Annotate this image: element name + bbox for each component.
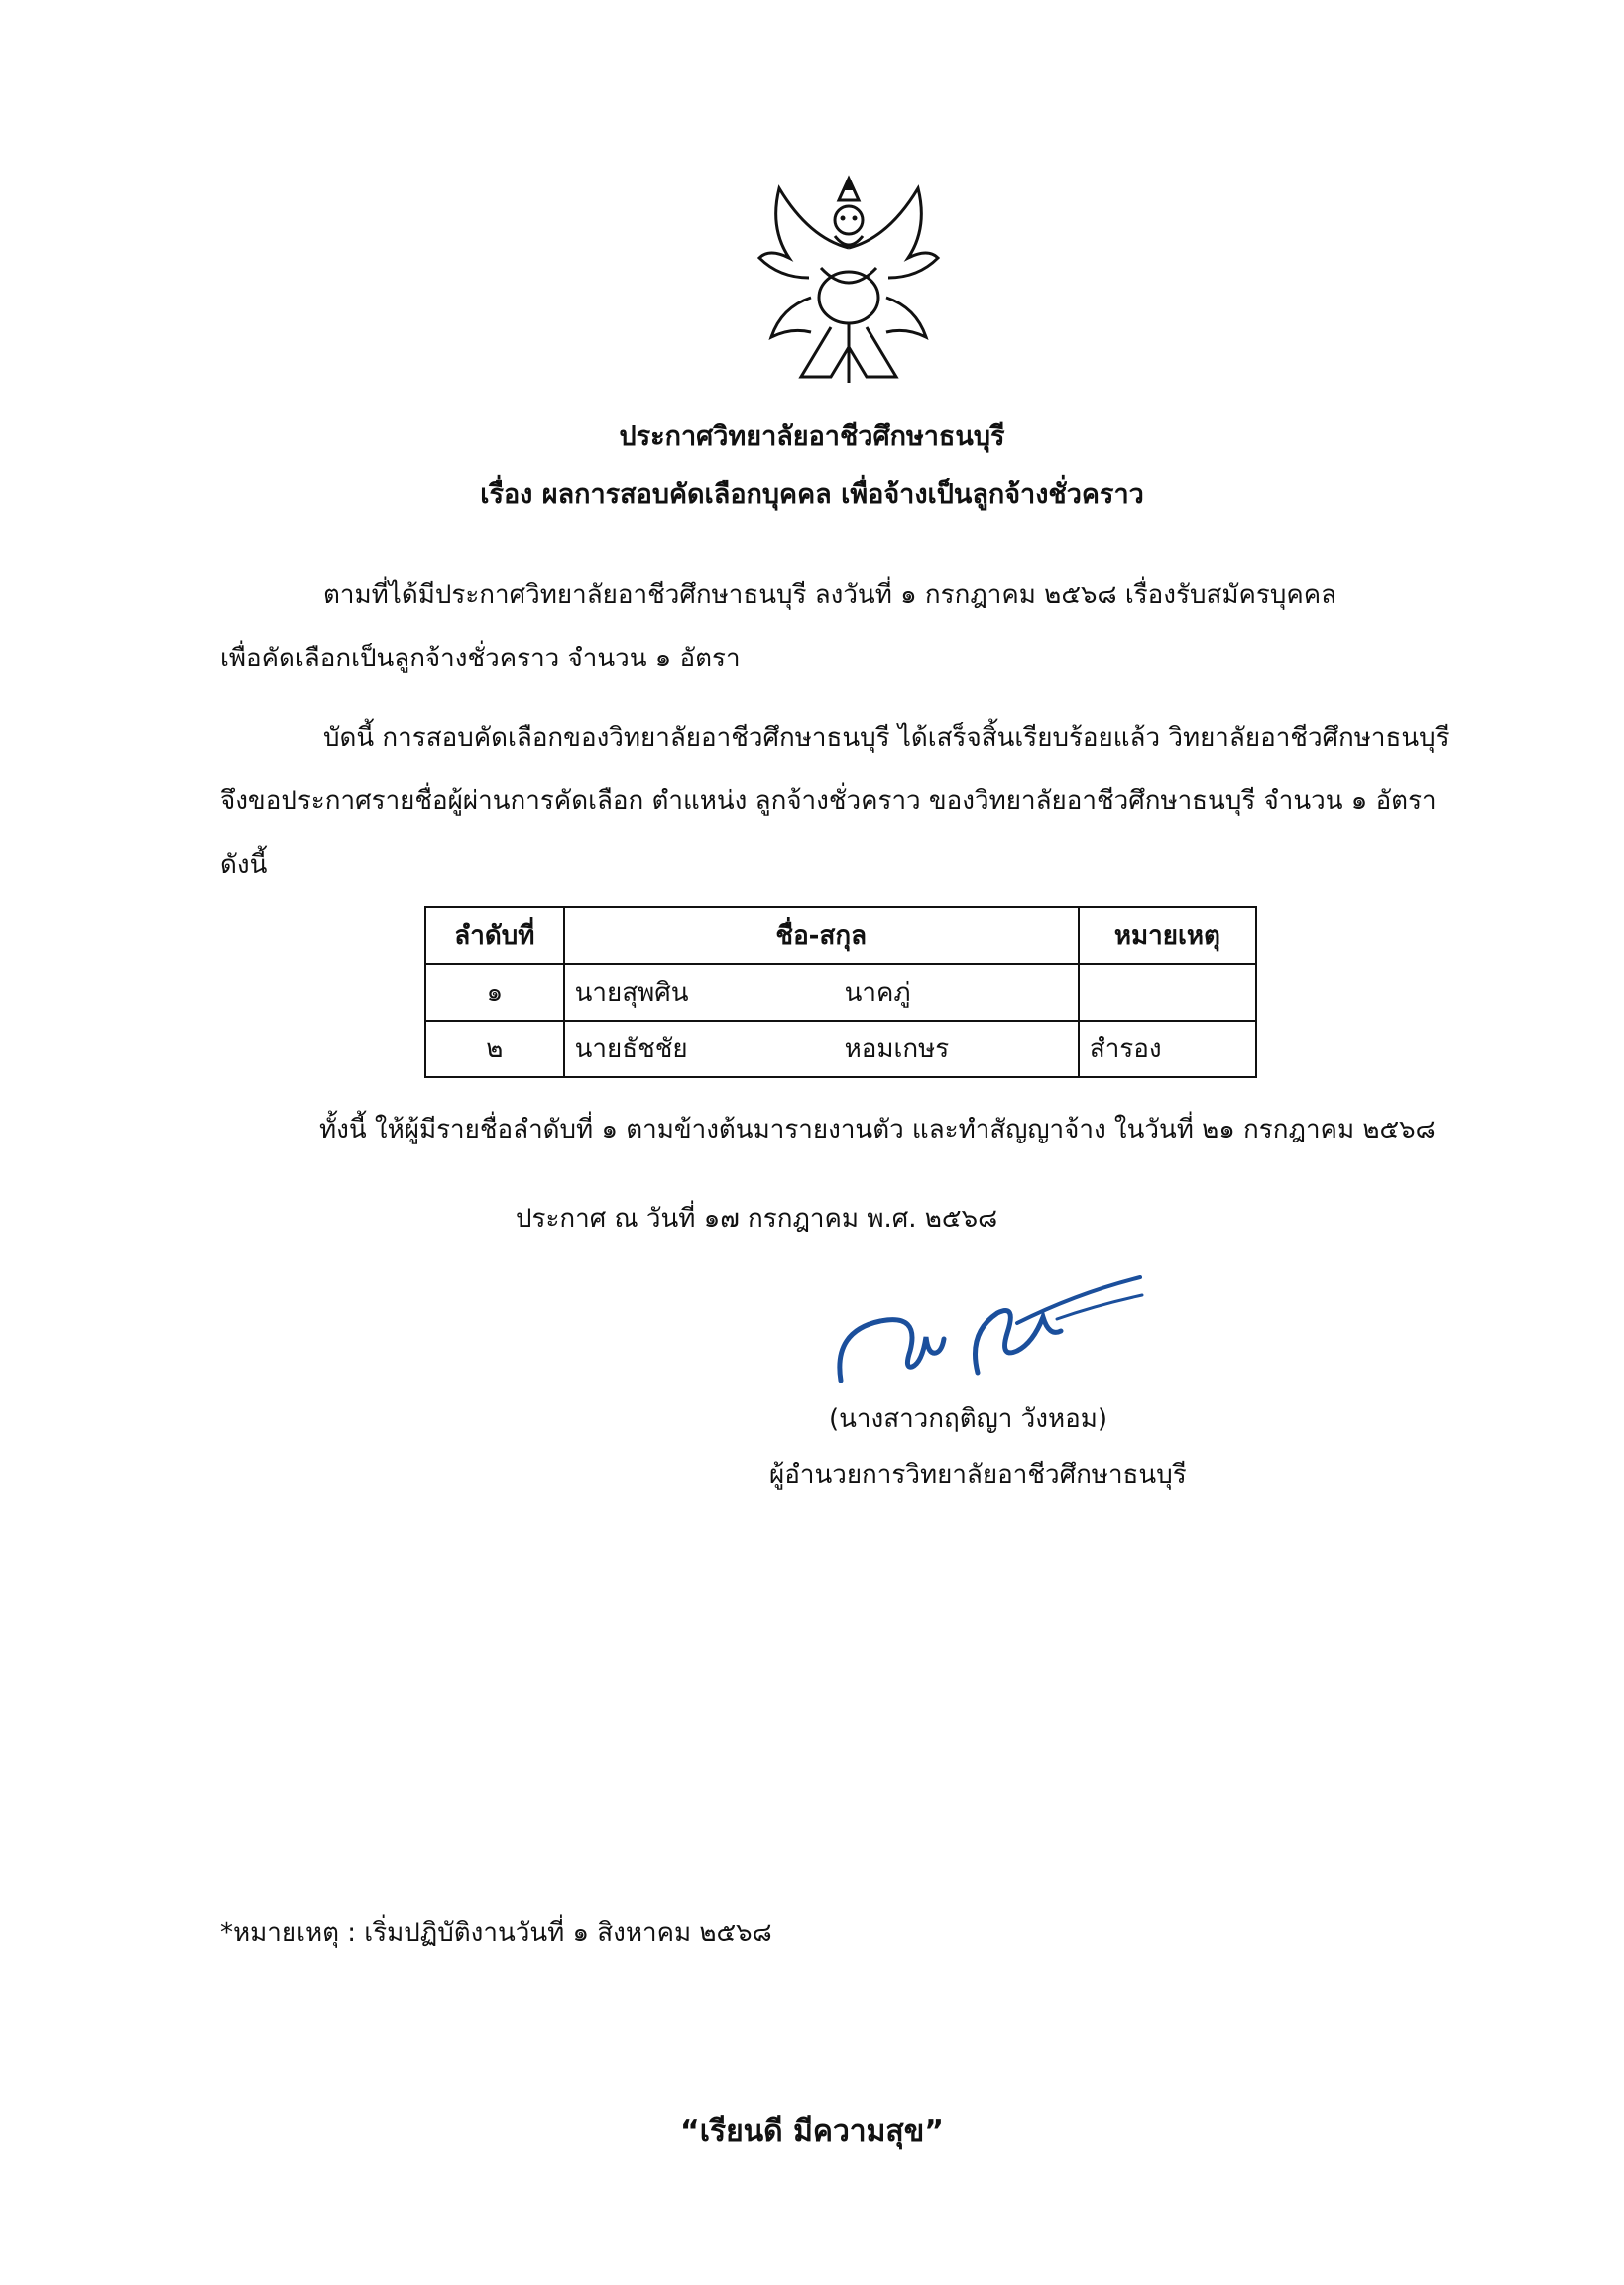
row-order: ๒: [425, 1021, 564, 1077]
paragraph-line: ตามที่ได้มีประกาศวิทยาลัยอาชีวศึกษาธนบุรี ลงวันที่ ๑ กรกฎาคม ๒๕๖๘ เรื่องรับสมัครบุคคล: [323, 580, 1337, 610]
header-order: ลำดับที่: [425, 907, 564, 964]
announcement-date: ประกาศ ณ วันที่ ๑๗ กรกฎาคม พ.ศ. ๒๕๖๘: [516, 1204, 998, 1234]
row-order: ๑: [425, 964, 564, 1021]
paragraph-line: ดังนี้: [220, 850, 268, 880]
paragraph-result: [220, 706, 1465, 897]
row-last-name: นาคภู่: [844, 978, 911, 1008]
header-note: หมายเหตุ: [1079, 907, 1256, 964]
garuda-emblem-icon: [752, 159, 946, 397]
row-first-name: นายสุพศิน: [574, 978, 689, 1008]
signer-name: (นางสาวกฤติญา วังหอม): [829, 1404, 1107, 1434]
row-name: [564, 964, 1079, 1021]
row-note: [1079, 964, 1256, 1021]
table-row: [425, 964, 1256, 1021]
results-table: [424, 906, 1257, 1078]
table-row: [425, 1021, 1256, 1077]
table-header-row: [425, 907, 1256, 964]
paragraph-line: จึงขอประกาศรายชื่อผู้ผ่านการคัดเลือก ตำแหน่ง ลูกจ้างชั่วคราว ของวิทยาลัยอาชีวศึกษาธนบุรี จำนวน ๑ อัตรา: [220, 786, 1437, 816]
remark-note: *หมายเหตุ : เริ่มปฏิบัติงานวันที่ ๑ สิงหาคม ๒๕๖๘: [220, 1918, 772, 1948]
signature-icon: [829, 1263, 1146, 1402]
row-note: สำรอง: [1079, 1021, 1256, 1077]
school-motto: “เรียนดี มีความสุข”: [680, 2114, 944, 2149]
signer-position: ผู้อำนวยการวิทยาลัยอาชีวศึกษาธนบุรี: [769, 1460, 1187, 1490]
announcement-title: ประกาศวิทยาลัยอาชีวศึกษาธนบุรี: [619, 421, 1005, 452]
paragraph-reference: [220, 563, 1465, 690]
header-name: ชื่อ-สกุล: [564, 907, 1079, 964]
row-name: [564, 1021, 1079, 1077]
paragraph-line: บัดนี้ การสอบคัดเลือกของวิทยาลัยอาชีวศึกษาธนบุรี ได้เสร็จสิ้นเรียบร้อยแล้ว วิทยาลัยอาชีวศึกษาธนบุรี: [323, 723, 1450, 753]
row-last-name: หอมเกษร: [844, 1034, 950, 1064]
announcement-subject: เรื่อง ผลการสอบคัดเลือกบุคคล เพื่อจ้างเป็นลูกจ้างชั่วคราว: [480, 479, 1144, 510]
row-first-name: นายธัชชัย: [574, 1034, 688, 1064]
paragraph-line: เพื่อคัดเลือกเป็นลูกจ้างชั่วคราว จำนวน ๑ อัตรา: [220, 644, 741, 673]
closing-statement: ทั้งนี้ ให้ผู้มีรายชื่อลำดับที่ ๑ ตามข้างต้นมารายงานตัว และทำสัญญาจ้าง ในวันที่ ๒๑ กรกฎาคม ๒๕๖๘: [319, 1115, 1436, 1144]
